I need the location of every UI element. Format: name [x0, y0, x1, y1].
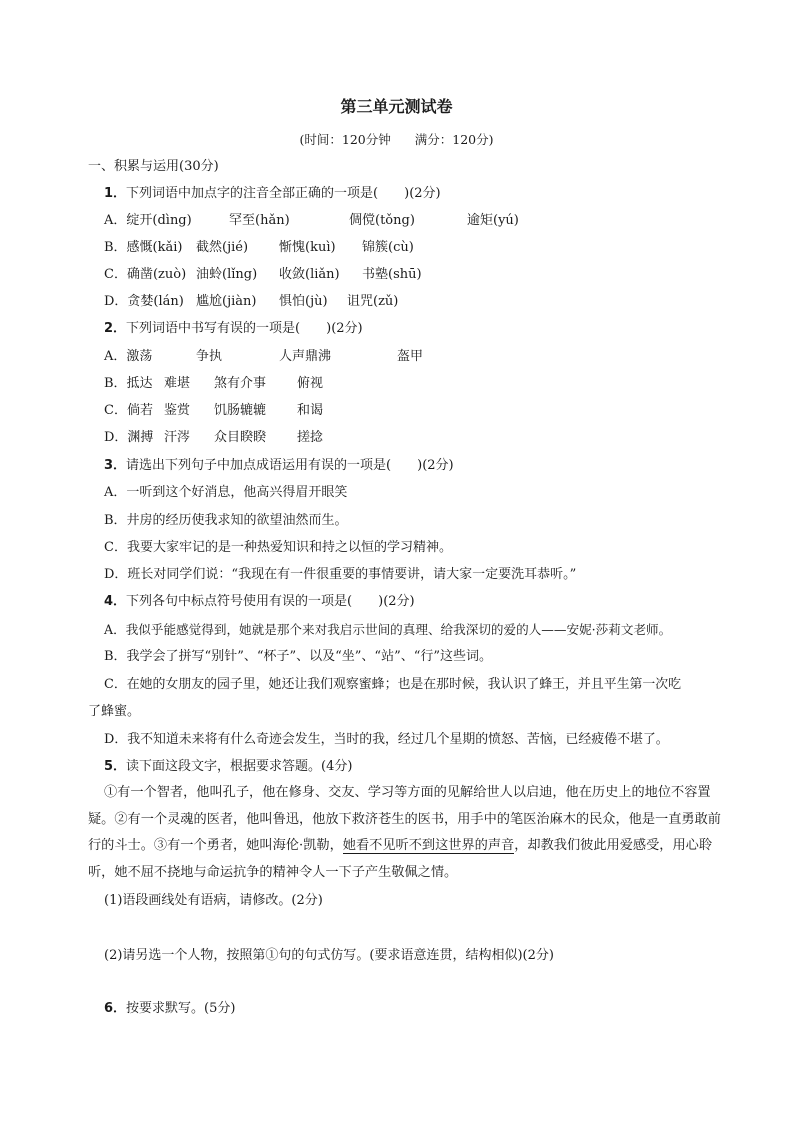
section-heading: 一、积累与运用(30分)	[88, 159, 219, 174]
option-term: C．倘若	[104, 403, 153, 418]
question-3-option-a: A．一听到这个好消息，他高兴得眉开眼笑	[104, 485, 348, 500]
option-term: 众目睽睽	[214, 430, 267, 445]
option-term: 难堪	[164, 376, 191, 391]
option-term: 收敛(liǎn)	[279, 267, 340, 282]
option-term: 尴尬(jiàn)	[196, 294, 257, 309]
question-2-stem	[104, 320, 363, 338]
option-term: 人声鼎沸	[279, 349, 332, 364]
option-term: 锦簇(cù)	[362, 240, 414, 255]
question-number: 6．	[104, 1001, 127, 1016]
question-2-option-b	[104, 375, 323, 393]
option-term: A．激荡	[104, 349, 153, 364]
option-term: 截然(jié)	[196, 240, 249, 255]
exam-score: 满分：120分)	[414, 132, 494, 147]
page-title: 第三单元测试卷	[340, 97, 453, 116]
option-term: D．渊搏	[104, 430, 154, 445]
option-term: 饥肠辘辘	[214, 403, 267, 418]
question-2-option-a	[104, 348, 423, 366]
question-3-option-b: B．井房的经历使我求知的欲望油然而生。	[104, 513, 348, 528]
option-term: 惧怕(jù)	[279, 294, 328, 309]
option-term: 倜傥(tǒng)	[349, 213, 415, 228]
question-4-option-c: C．在她的女朋友的园子里，她还让我们观察蜜蜂；也是在那时候，我认识了蜂王，并且平生第一次吃	[104, 677, 682, 692]
question-5-sub-2: (2)请另选一个人物，按照第①句的句式仿写。(要求语意连贯，结构相似)(2分)	[104, 948, 554, 963]
option-term: 诅咒(zǔ)	[347, 294, 399, 309]
option-term: 油蛉(lǐng)	[196, 267, 258, 282]
option-term: D．贪婪(lán)	[104, 294, 184, 309]
question-1-option-d	[104, 293, 398, 311]
question-number: 2．	[104, 321, 127, 336]
option-term: 汗涔	[164, 430, 191, 445]
question-6-stem	[104, 1000, 235, 1018]
question-text: 下列词语中加点字的注音全部正确的一项是( )(2分)	[126, 186, 441, 201]
option-term: C．确凿(zuò)	[104, 267, 187, 282]
question-5-sub-1: (1)语段画线处有语病，请修改。(2分)	[104, 893, 323, 908]
option-term: 逾矩(yú)	[467, 213, 519, 228]
question-text: 按要求默写。(5分)	[126, 1001, 236, 1016]
question-4-option-b: B．我学会了拼写“别针”、“杯子”、以及“坐”、“站”、“行”这些词。	[104, 649, 493, 664]
exam-time: (时间：120分钟	[299, 132, 391, 147]
question-2-option-d	[104, 429, 323, 447]
option-term: 罕至(hǎn)	[229, 213, 290, 228]
option-term: B．抵达	[104, 376, 153, 391]
question-number: 4．	[104, 594, 127, 609]
question-number: 3．	[104, 458, 127, 473]
option-term: 煞有介事	[214, 376, 267, 391]
passage-text: ，却教我们彼此用爱感受，用心聆听，她不屈不挠地与命运抗争的精神令人一下子产生敬佩之情。	[88, 838, 713, 880]
underlined-sentence: 她看不见听不到这世界的声音	[342, 838, 515, 853]
option-term: 搓捻	[297, 430, 324, 445]
question-1-stem	[104, 185, 441, 203]
passage-text: ①有一个智者，他叫孔子，他在修身、交友、学习等方面的见解给世人以启迪，他在历史上的地位不容置疑。②有一个灵魂的医者，他叫鲁迅，他放下救济苍生的医书，用手中的笔医治麻木的民众，他是一直勇敢前行的斗士。③有一个勇者，她叫海伦·凯勒，	[88, 785, 721, 853]
option-term: B．感慨(kǎi)	[104, 240, 183, 255]
option-term: A．绽开(dìng)	[104, 213, 192, 228]
option-term: 盔甲	[397, 349, 424, 364]
reading-passage	[88, 780, 723, 886]
question-3-option-d: D．班长对同学们说：“我现在有一件很重要的事情要讲，请大家一定要洗耳恭听。”	[104, 567, 577, 582]
question-1-option-c	[104, 266, 422, 284]
exam-info	[0, 131, 793, 149]
question-4-option-d: D．我不知道未来将有什么奇迹会发生，当时的我，经过几个星期的愤怒、苦恼，已经疲倦不堪了。	[104, 732, 669, 747]
option-term: 鉴赏	[164, 403, 191, 418]
question-1-option-b	[104, 239, 414, 257]
question-number: 5．	[104, 759, 127, 774]
question-text: 下列词语中书写有误的一项是( )(2分)	[126, 321, 363, 336]
question-4-stem	[104, 593, 415, 611]
option-term: 俯视	[297, 376, 324, 391]
question-1-option-a	[104, 212, 519, 230]
question-2-option-c	[104, 402, 323, 420]
question-4-option-a: A．我似乎能感觉得到，她就是那个来对我启示世间的真理、给我深切的爱的人——安妮·莎莉文老师。	[104, 622, 672, 637]
option-term: 书塾(shū)	[362, 267, 422, 282]
question-text: 请选出下列句子中加点成语运用有误的一项是( )(2分)	[126, 458, 454, 473]
question-3-option-c: C．我要大家牢记的是一种热爱知识和持之以恒的学习精神。	[104, 540, 452, 555]
option-term: 惭愧(kuì)	[279, 240, 336, 255]
question-text: 读下面这段文字，根据要求答题。(4分)	[126, 759, 353, 774]
question-text: 下列各句中标点符号使用有误的一项是( )(2分)	[126, 594, 415, 609]
question-3-stem	[104, 457, 454, 475]
option-term: 和谒	[297, 403, 324, 418]
question-number: 1．	[104, 186, 127, 201]
question-4-option-c-continued: 了蜂蜜。	[88, 704, 141, 719]
option-term: 争执	[196, 349, 223, 364]
question-5-stem	[104, 758, 352, 776]
